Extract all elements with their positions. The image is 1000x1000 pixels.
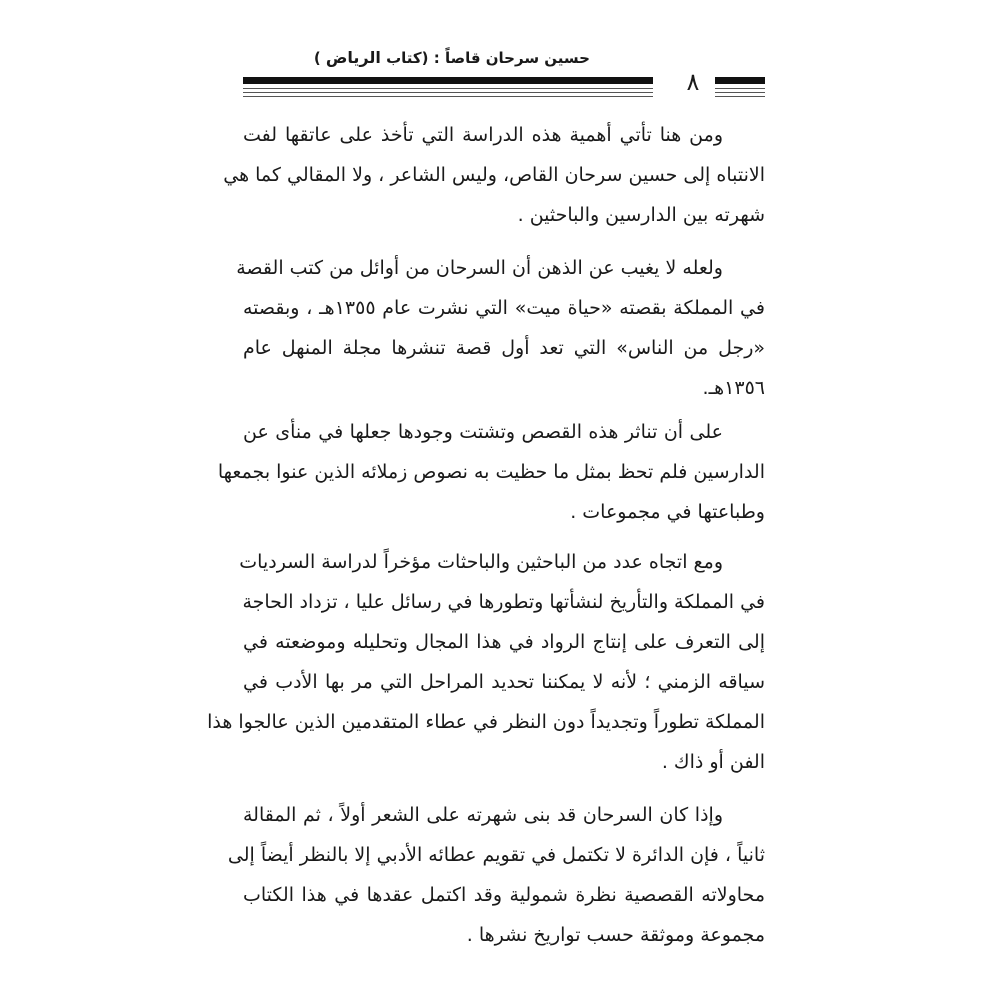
paragraph-line: ثانياً ، فإن الدائرة لا تكتمل في تقويم عطائه الأدبي إلا بالنظر أيضاً إلى — [227, 844, 765, 866]
paragraph-line: الانتباه إلى حسين سرحان القاص، وليس الشاعر ، ولا المقالي كما هي — [223, 164, 765, 186]
paragraph-line: سياقه الزمني ؛ لأنه لا يمكننا تحديد المراحل التي مر بها الأدب في — [243, 671, 765, 693]
paragraph-line: مجموعة وموثقة حسب تواريخ نشرها . — [466, 924, 765, 946]
header-rule-small-thin — [715, 88, 765, 89]
brand-logo-text: الرياض — [325, 48, 381, 67]
paragraph-line: ومع اتجاه عدد من الباحثين والباحثات مؤخراً لدراسة السرديات — [239, 551, 723, 573]
running-title-close: ) — [313, 49, 326, 67]
paragraph-line: وطباعتها في مجموعات . — [570, 501, 765, 523]
header-rule-thin — [243, 88, 653, 89]
paragraph-line: ومن هنا تأتي أهمية هذه الدراسة التي تأخذ على عاتقها لفت — [243, 124, 723, 146]
running-head — [313, 48, 590, 67]
paragraph-line: ١٣٥٦هـ. — [702, 377, 765, 399]
paragraph-line: وإذا كان السرحان قد بنى شهرته على الشعر أولاً ، ثم المقالة — [243, 804, 723, 826]
paragraph-line: «رجل من الناس» التي تعد أول قصة تنشرها مجلة المنهل عام — [243, 337, 765, 359]
paragraph-line: المملكة تطوراً وتجديداً دون النظر في عطاء المتقدمين الذين عالجوا هذا — [207, 711, 765, 733]
header-rule-thin — [243, 96, 653, 97]
header-rule-thick — [243, 77, 653, 84]
paragraph-line: شهرته بين الدارسين والباحثين . — [517, 204, 765, 226]
paragraph-line: إلى التعرف على إنتاج الرواد في هذا المجال وتحليله وموضعته في — [243, 631, 765, 653]
running-title: حسين سرحان قاصاً : (كتاب — [380, 49, 590, 67]
header-rule-small-thick — [715, 77, 765, 84]
header-rule-small-thin — [715, 96, 765, 97]
page-number: ٨ — [686, 68, 700, 96]
paragraph-line: الدارسين فلم تحظ بمثل ما حظيت به نصوص زملائه الذين عنوا بجمعها — [217, 461, 765, 483]
paragraph-line: محاولاته القصصية نظرة شمولية وقد اكتمل عقدها في هذا الكتاب — [243, 884, 765, 906]
header-rule-small-thin — [715, 92, 765, 93]
paragraph-line: في المملكة والتأريخ لنشأتها وتطورها في رسائل عليا ، تزداد الحاجة — [242, 591, 765, 613]
paragraph-line: الفن أو ذاك . — [661, 751, 765, 773]
paragraph-line: في المملكة بقصته «حياة ميت» التي نشرت عام ١٣٥٥هـ ، وبقصته — [243, 297, 765, 319]
header-rule-thin — [243, 92, 653, 93]
paragraph-line: ولعله لا يغيب عن الذهن أن السرحان من أوائل من كتب القصة — [236, 257, 723, 279]
paragraph-line: على أن تناثر هذه القصص وتشتت وجودها جعلها في منأى عن — [243, 421, 723, 443]
